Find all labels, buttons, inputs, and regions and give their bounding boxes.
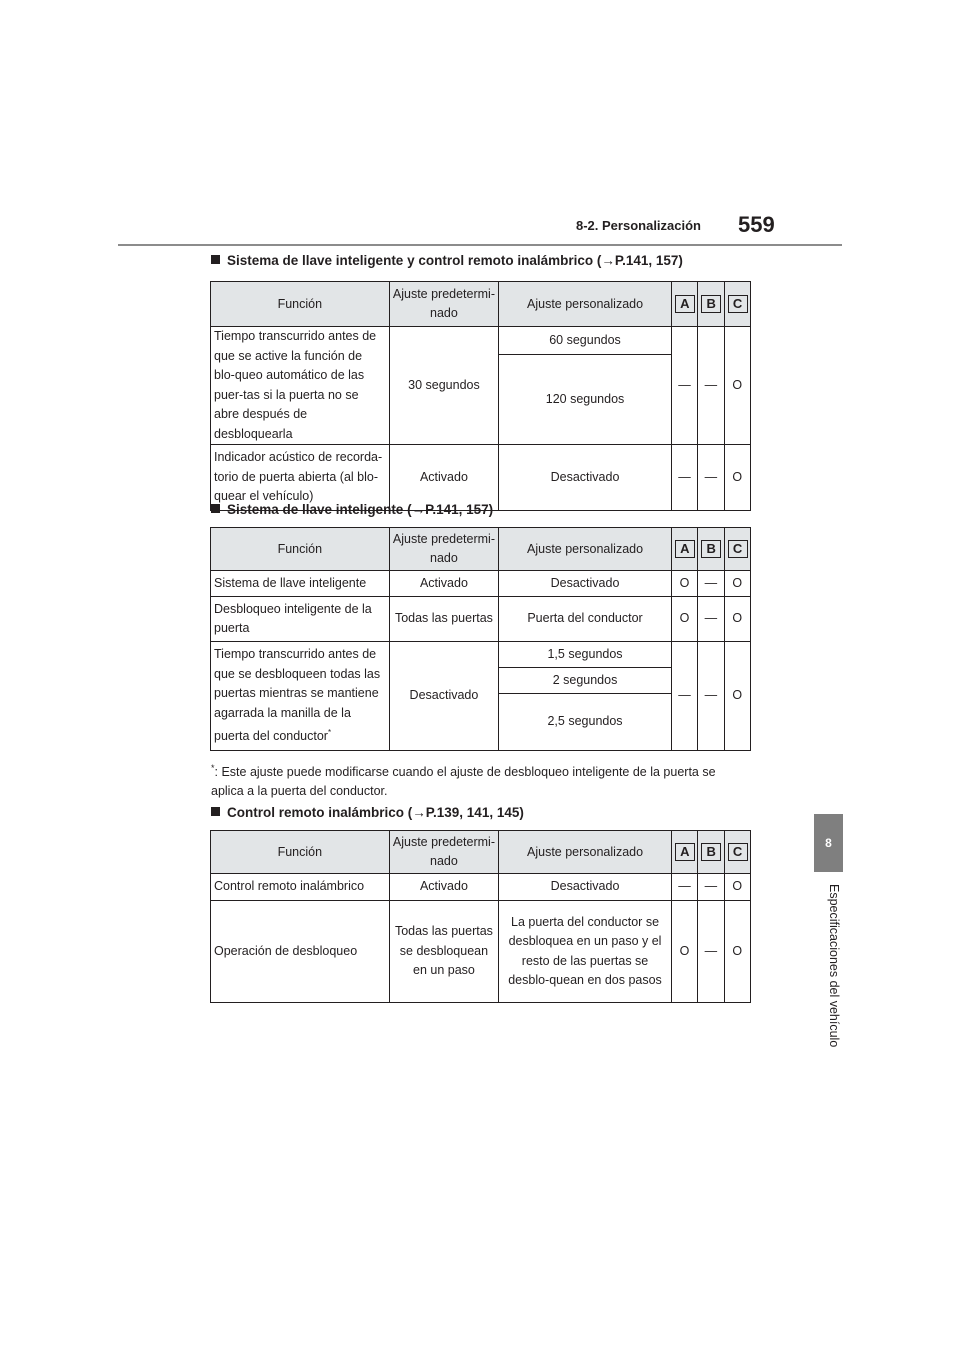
cell-funcion: Tiempo transcurrido antes de que se active la función de blo-queo automático de las puer-tas si la puerta no se abre después de desbloquearla [211,327,390,445]
cell-default: Activado [389,445,499,511]
col-header-funcion: Función [211,831,390,874]
footnote-mark: * [327,728,332,738]
square-bullet-icon [211,807,220,816]
col-header-c: C [724,831,750,874]
cell-funcion: Tiempo transcurrido antes de que se desbloqueen todas las puertas mientras se mantiene agarrada la manilla de la puerta del conductor* [211,642,390,751]
chapter-label: Especificaciones del vehículo [827,884,841,1048]
square-bullet-icon [211,255,220,264]
cell-funcion: Desbloqueo inteligente de la puerta [211,597,390,642]
table-row [211,445,751,511]
cell-custom: 2,5 segundos [499,694,672,751]
table-row [211,327,751,355]
cell-default: Todas las puertas se desbloquean en un paso [389,901,499,1003]
cell-default: Activado [389,874,499,901]
col-header-c: C [724,528,750,571]
col-header-custom: Ajuste personalizado [499,831,672,874]
cell-a: O [671,901,697,1003]
cell-default: Activado [389,571,499,597]
cell-c: O [724,445,750,511]
cell-custom: Desactivado [499,874,672,901]
col-header-a: A [671,831,697,874]
table-smart-key [210,527,751,751]
cell-custom: 60 segundos [499,327,672,355]
cell-a: — [671,874,697,901]
cell-custom: 2 segundos [499,668,672,694]
cell-b: — [698,874,724,901]
table-row [211,571,751,597]
cell-b: — [698,642,724,751]
cell-c: O [724,571,750,597]
section-title-3: Control remoto inalámbrico (→P.139, 141, 145) [211,805,524,820]
cell-b: — [698,571,724,597]
cell-funcion: Operación de desbloqueo [211,901,390,1003]
cell-b: — [698,445,724,511]
table-wireless-remote [210,830,751,1003]
section-title-2: Sistema de llave inteligente (→P.141, 157) [211,502,493,517]
footnote: *: Este ajuste puede modificarse cuando el ajuste de desbloqueo inteligente de la puerta se aplica a la puerta del conductor. [211,763,716,799]
cell-b: — [698,327,724,445]
cell-default: Desactivado [389,642,499,751]
cell-a: — [671,445,697,511]
col-header-custom: Ajuste personalizado [499,528,672,571]
col-header-default: Ajuste predetermi-nado [389,831,499,874]
cell-default: Todas las puertas [389,597,499,642]
table-smart-key-remote [210,281,751,511]
col-header-funcion: Función [211,528,390,571]
table-row [211,642,751,668]
cell-a: O [671,571,697,597]
cell-c: O [724,327,750,445]
table-header-row [211,528,751,571]
col-header-a: A [671,282,697,327]
table-header-row [211,831,751,874]
page-number: 559 [738,212,775,237]
chapter-tab[interactable]: 8 [814,814,843,872]
cell-custom: La puerta del conductor se desbloquea en un paso y el resto de las puertas se desblo-quean en dos pasos [499,901,672,1003]
col-header-c: C [724,282,750,327]
table-header-row [211,282,751,327]
cell-funcion: Sistema de llave inteligente [211,571,390,597]
cell-c: O [724,642,750,751]
cell-funcion: Indicador acústico de recorda-torio de puerta abierta (al blo-quear el vehículo) [211,445,390,511]
cell-b: — [698,597,724,642]
col-header-b: B [698,831,724,874]
table-row [211,901,751,1003]
col-header-funcion: Función [211,282,390,327]
cell-custom: 1,5 segundos [499,642,672,668]
header-rule [118,244,842,246]
cell-custom: Desactivado [499,571,672,597]
section-title-1: Sistema de llave inteligente y control remoto inalámbrico (→P.141, 157) [211,253,683,268]
cell-c: O [724,874,750,901]
cell-a: — [671,327,697,445]
section-header: 8-2. Personalización [576,218,701,233]
col-header-b: B [698,282,724,327]
col-header-a: A [671,528,697,571]
cell-c: O [724,597,750,642]
col-header-b: B [698,528,724,571]
cell-b: — [698,901,724,1003]
cell-a: — [671,642,697,751]
cell-a: O [671,597,697,642]
col-header-default: Ajuste predetermi-nado [389,282,499,327]
col-header-default: Ajuste predetermi-nado [389,528,499,571]
square-bullet-icon [211,504,220,513]
cell-custom: Desactivado [499,445,672,511]
cell-c: O [724,901,750,1003]
table-row [211,597,751,642]
cell-custom: Puerta del conductor [499,597,672,642]
cell-custom: 120 segundos [499,355,672,445]
col-header-custom: Ajuste personalizado [499,282,672,327]
cell-funcion: Control remoto inalámbrico [211,874,390,901]
table-row [211,874,751,901]
cell-default: 30 segundos [389,327,499,445]
